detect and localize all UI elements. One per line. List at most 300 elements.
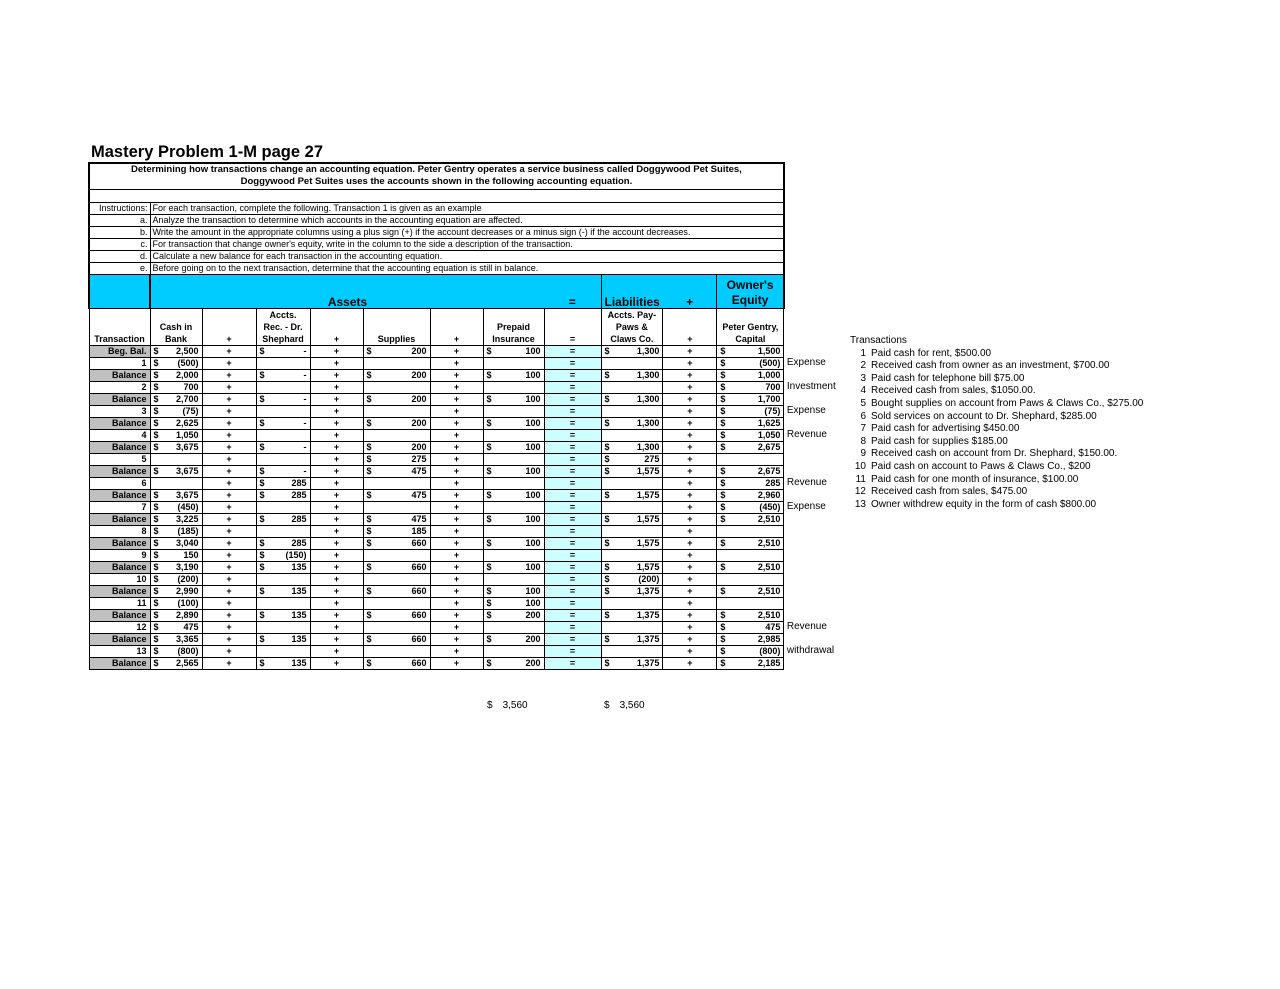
currency-symbol: $ — [259, 489, 265, 500]
equals-sign: = — [544, 537, 601, 549]
plus-sign: + — [310, 645, 363, 657]
capital-cell — [717, 405, 784, 417]
transaction-row — [89, 381, 784, 393]
currency-symbol: $ — [153, 621, 159, 632]
currency-value — [720, 502, 780, 513]
supplies-cell — [363, 621, 430, 633]
transaction-row — [89, 429, 784, 441]
currency-symbol: $ — [720, 477, 726, 488]
amount: 700 — [183, 381, 199, 392]
plus-sign: + — [202, 417, 256, 429]
currency-value — [367, 442, 427, 453]
accounts-receivable-cell — [256, 573, 310, 585]
row-label: 10 — [89, 573, 150, 585]
balance-row — [89, 393, 784, 405]
step-letter: c. — [89, 238, 150, 250]
currency-value — [720, 490, 780, 501]
currency-value — [720, 370, 780, 381]
transaction-text: Owner withdrew equity in the form of cash $800.00 — [871, 498, 1097, 510]
currency-value — [605, 490, 660, 501]
amount: 100 — [525, 441, 541, 452]
transaction-item — [850, 461, 1143, 474]
step-text: Calculate a new balance for each transaction in the accounting equation. — [150, 250, 784, 262]
plus-sign: + — [310, 525, 363, 537]
currency-symbol: $ — [720, 657, 726, 668]
currency-value — [154, 526, 199, 537]
equals-sign: = — [544, 405, 601, 417]
cash-cell — [150, 441, 202, 453]
equals-sign: = — [544, 429, 601, 441]
accounts-payable-cell — [601, 597, 663, 609]
plus-sign: + — [310, 393, 363, 405]
transactions-heading: Transactions — [850, 335, 907, 346]
plus-sign: + — [310, 369, 363, 381]
supplies-cell — [363, 513, 430, 525]
capital-cell — [717, 429, 784, 441]
currency-value — [154, 658, 199, 669]
accounts-payable-cell — [601, 381, 663, 393]
prepaid-insurance-cell — [483, 621, 544, 633]
currency-value — [720, 418, 780, 429]
spacer-cell — [89, 189, 784, 202]
row-label: 6 — [89, 477, 150, 489]
transaction-text: Bought supplies on account from Paws & Claws Co., $275.00 — [871, 397, 1144, 409]
plus-sign: + — [663, 489, 717, 501]
equals-sign: = — [544, 609, 601, 621]
amount: (100) — [177, 597, 199, 608]
col-cash-line-2: Bank — [164, 333, 187, 344]
currency-symbol: $ — [604, 441, 610, 452]
currency-symbol: $ — [366, 525, 372, 536]
currency-value — [367, 370, 427, 381]
currency-value — [154, 646, 199, 657]
amount: 1,000 — [757, 369, 781, 380]
description-line-1: Determining how transactions change an accounting equation. Peter Gentry operates a service business called Doggywood Pet Suites, — [131, 164, 742, 176]
transaction-number: 6 — [860, 410, 866, 422]
col-ar-line-3: Shephard — [262, 333, 304, 344]
transaction-text: Received cash on account from Dr. Shephard, $150.00. — [871, 448, 1118, 460]
cash-cell — [150, 429, 202, 441]
transaction-number: 9 — [860, 448, 866, 460]
plus-sign: + — [202, 465, 256, 477]
col-plus: + — [310, 308, 363, 345]
supplies-cell — [363, 381, 430, 393]
owners-equity-line-2: Equity — [731, 292, 769, 307]
plus-sign: + — [310, 597, 363, 609]
transaction-row — [89, 549, 784, 561]
plus-sign: + — [202, 621, 256, 633]
plus-sign: + — [430, 573, 483, 585]
plus-sign: + — [202, 393, 256, 405]
transaction-number: 10 — [854, 460, 866, 472]
currency-symbol: $ — [604, 633, 610, 644]
amount: 100 — [525, 345, 541, 356]
row-label: Balance — [89, 441, 150, 453]
row-label: 13 — [89, 645, 150, 657]
plus-sign: + — [430, 429, 483, 441]
row-label: Balance — [89, 465, 150, 477]
currency-value — [605, 394, 660, 405]
equals-sign: = — [544, 393, 601, 405]
prepaid-insurance-cell — [483, 573, 544, 585]
currency-value — [720, 406, 780, 417]
currency-symbol: $ — [604, 417, 610, 428]
plus-sign: + — [202, 429, 256, 441]
currency-value — [154, 406, 199, 417]
plus-sign: + — [430, 489, 483, 501]
currency-value — [605, 514, 660, 525]
currency-symbol: $ — [604, 561, 610, 572]
currency-value — [260, 562, 307, 573]
transaction-item — [850, 385, 1143, 398]
prepaid-insurance-cell — [483, 549, 544, 561]
plus-sign: + — [202, 501, 256, 513]
currency-symbol: $ — [486, 489, 492, 500]
amount: 660 — [411, 657, 427, 668]
plus-sign: + — [430, 537, 483, 549]
transaction-number: 4 — [860, 385, 866, 397]
equals-sign: = — [544, 561, 601, 573]
currency-value — [487, 370, 541, 381]
supplies-cell — [363, 657, 430, 669]
total-liabilities-equity — [604, 700, 645, 711]
col-ar-line-1: Accts. — [269, 309, 297, 320]
plus-sign: + — [430, 633, 483, 645]
accounts-payable-cell — [601, 357, 663, 369]
supplies-cell — [363, 585, 430, 597]
accounts-receivable-cell — [256, 633, 310, 645]
currency-value — [487, 442, 541, 453]
plus-sign: + — [663, 465, 717, 477]
balance-row — [89, 561, 784, 573]
capital-cell — [717, 357, 784, 369]
transaction-text: Sold services on account to Dr. Shephard, $285.00 — [871, 410, 1097, 422]
currency-symbol: $ — [486, 465, 492, 476]
supplies-cell — [363, 561, 430, 573]
amount: 150 — [183, 549, 199, 560]
liabilities-header: Liabilities — [601, 274, 663, 308]
currency-symbol: $ — [720, 561, 726, 572]
accounts-receivable-cell — [256, 585, 310, 597]
currency-value — [605, 634, 660, 645]
accounts-payable-cell — [601, 549, 663, 561]
transaction-row — [89, 621, 784, 633]
currency-symbol: $ — [153, 381, 159, 392]
capital-cell — [717, 345, 784, 357]
transaction-number: 8 — [860, 435, 866, 447]
equity-change-note: Expense — [786, 404, 826, 416]
row-label: 5 — [89, 453, 150, 465]
transaction-text: Paid cash for advertising $450.00 — [871, 423, 1020, 435]
plus-sign: + — [430, 621, 483, 633]
currency-symbol: $ — [604, 537, 610, 548]
equals-sign: = — [544, 477, 601, 489]
currency-value — [487, 514, 541, 525]
plus-sign: + — [202, 453, 256, 465]
amount: 3,365 — [175, 633, 199, 644]
plus-sign: + — [310, 381, 363, 393]
currency-value — [154, 634, 199, 645]
cash-cell — [150, 501, 202, 513]
plus-sign: + — [310, 621, 363, 633]
plus-sign: + — [430, 357, 483, 369]
amount: 100 — [525, 561, 541, 572]
currency-value — [367, 454, 427, 465]
plus-sign: + — [663, 537, 717, 549]
transaction-item — [850, 373, 1143, 386]
amount: 1,575 — [636, 465, 660, 476]
currency-value — [260, 466, 307, 477]
prepaid-insurance-cell — [483, 381, 544, 393]
row-label: Beg. Bal. — [89, 345, 150, 357]
currency-symbol: $ — [153, 357, 159, 368]
accounts-payable-cell — [601, 429, 663, 441]
currency-symbol: $ — [486, 345, 492, 356]
currency-symbol: $ — [720, 441, 726, 452]
currency-value — [260, 658, 307, 669]
amount: 2,700 — [175, 393, 199, 404]
plus-sign: + — [663, 633, 717, 645]
plus-sign: + — [663, 501, 717, 513]
currency-value — [605, 466, 660, 477]
supplies-cell — [363, 489, 430, 501]
currency-value — [154, 586, 199, 597]
transaction-number: 3 — [860, 372, 866, 384]
currency-symbol: $ — [259, 345, 265, 356]
plus-sign: + — [430, 417, 483, 429]
currency-value — [260, 478, 307, 489]
step-letter: a. — [89, 214, 150, 226]
row-label: Balance — [89, 657, 150, 669]
plus-sign: + — [663, 645, 717, 657]
transaction-row — [89, 405, 784, 417]
step-letter: e. — [89, 262, 150, 274]
amount: - — [303, 465, 307, 476]
col-accounts-payable — [601, 308, 663, 345]
currency-value — [720, 658, 780, 669]
currency-value — [720, 358, 780, 369]
prepaid-insurance-cell — [483, 417, 544, 429]
plus-sign: + — [430, 381, 483, 393]
col-plus: + — [430, 308, 483, 345]
prepaid-insurance-cell — [483, 657, 544, 669]
currency-symbol: $ — [720, 633, 726, 644]
col-ap-line-1: Accts. Pay- — [607, 309, 657, 320]
transaction-item — [850, 411, 1143, 424]
accounts-receivable-cell — [256, 417, 310, 429]
currency-value — [367, 418, 427, 429]
capital-cell — [717, 465, 784, 477]
accounts-payable-cell — [601, 489, 663, 501]
accounts-receivable-cell — [256, 525, 310, 537]
transaction-number: 2 — [860, 360, 866, 372]
amount: 2,510 — [757, 609, 781, 620]
plus-sign: + — [202, 345, 256, 357]
amount: 1,575 — [636, 561, 660, 572]
plus-sign: + — [310, 537, 363, 549]
accounts-payable-cell — [601, 405, 663, 417]
plus-sign: + — [310, 489, 363, 501]
supplies-cell — [363, 597, 430, 609]
currency-symbol: $ — [153, 597, 159, 608]
currency-symbol: $ — [153, 501, 159, 512]
cash-cell — [150, 609, 202, 621]
supplies-cell — [363, 501, 430, 513]
equity-change-note: Revenue — [786, 428, 827, 440]
band-blank — [89, 274, 150, 308]
currency-symbol: $ — [366, 453, 372, 464]
supplies-cell — [363, 537, 430, 549]
step-text: Write the amount in the appropriate columns using a plus sign (+) if the account decreases or a minus sign (-) if the account decreases. — [150, 226, 784, 238]
row-label: 7 — [89, 501, 150, 513]
amount: (800) — [759, 645, 781, 656]
cash-cell — [150, 525, 202, 537]
currency-value — [154, 430, 199, 441]
currency-value — [154, 598, 199, 609]
currency-symbol: $ — [366, 417, 372, 428]
capital-cell — [717, 561, 784, 573]
equity-change-note: withdrawal — [786, 644, 835, 656]
amount: 2,985 — [757, 633, 781, 644]
equals-sign: = — [544, 441, 601, 453]
currency-value — [154, 514, 199, 525]
currency-value — [720, 586, 780, 597]
plus-sign: + — [202, 645, 256, 657]
transaction-text: Paid cash for telephone bill $75.00 — [871, 372, 1025, 384]
currency-symbol: $ — [720, 585, 726, 596]
currency-value — [720, 442, 780, 453]
equity-change-note: Revenue — [786, 476, 827, 488]
currency-value — [367, 634, 427, 645]
equals-sign: = — [544, 525, 601, 537]
currency-symbol: $ — [259, 537, 265, 548]
amount: - — [303, 393, 307, 404]
plus-sign: + — [430, 657, 483, 669]
accounts-payable-cell — [601, 465, 663, 477]
currency-value — [260, 610, 307, 621]
capital-cell — [717, 657, 784, 669]
prepaid-insurance-cell — [483, 513, 544, 525]
currency-symbol: $ — [366, 537, 372, 548]
problem-description — [89, 163, 784, 189]
currency-value — [260, 514, 307, 525]
accounts-payable-cell — [601, 345, 663, 357]
currency-symbol: $ — [259, 609, 265, 620]
plus-sign: + — [202, 597, 256, 609]
transaction-item — [850, 360, 1143, 373]
currency-value — [154, 382, 199, 393]
accounts-receivable-cell — [256, 465, 310, 477]
transaction-number: 11 — [855, 473, 866, 485]
amount: (500) — [759, 357, 781, 368]
accounts-receivable-cell — [256, 597, 310, 609]
amount: 100 — [525, 597, 541, 608]
currency-value — [720, 430, 780, 441]
supplies-cell — [363, 645, 430, 657]
plus-sign: + — [430, 453, 483, 465]
accounts-receivable-cell — [256, 357, 310, 369]
plus-sign: + — [430, 645, 483, 657]
total-currency: $ — [487, 700, 493, 711]
currency-symbol: $ — [720, 537, 726, 548]
accounts-receivable-cell — [256, 537, 310, 549]
currency-symbol: $ — [153, 525, 159, 536]
row-label: 3 — [89, 405, 150, 417]
plus-sign: + — [663, 357, 717, 369]
plus-sign: + — [310, 441, 363, 453]
cash-cell — [150, 537, 202, 549]
currency-value — [367, 346, 427, 357]
equals-sign: = — [544, 585, 601, 597]
prepaid-insurance-cell — [483, 537, 544, 549]
amount: 2,510 — [757, 513, 781, 524]
transaction-number: 7 — [860, 423, 866, 435]
currency-value — [487, 658, 541, 669]
amount: 660 — [411, 561, 427, 572]
cash-cell — [150, 417, 202, 429]
cash-cell — [150, 357, 202, 369]
transaction-row — [89, 645, 784, 657]
currency-value — [154, 538, 199, 549]
plus-sign: + — [430, 597, 483, 609]
currency-symbol: $ — [153, 345, 159, 356]
amount: (185) — [177, 525, 199, 536]
currency-symbol: $ — [604, 489, 610, 500]
cash-cell — [150, 633, 202, 645]
col-supplies: Supplies — [363, 308, 430, 345]
plus-sign: + — [310, 417, 363, 429]
amount: 2,675 — [757, 465, 781, 476]
accounts-receivable-cell — [256, 405, 310, 417]
accounts-payable-cell — [601, 609, 663, 621]
amount: 100 — [525, 465, 541, 476]
currency-symbol: $ — [153, 369, 159, 380]
transaction-item — [850, 348, 1143, 361]
amount: 1,375 — [636, 633, 660, 644]
transaction-row — [89, 357, 784, 369]
currency-value — [260, 634, 307, 645]
currency-value — [154, 622, 199, 633]
plus-sign: + — [202, 489, 256, 501]
supplies-cell — [363, 609, 430, 621]
equals-sign: = — [544, 501, 601, 513]
transactions-list — [850, 335, 1143, 511]
balance-row — [89, 513, 784, 525]
plus-sign: + — [430, 501, 483, 513]
instructions-label: Instructions: — [89, 202, 150, 214]
currency-value — [260, 370, 307, 381]
owners-equity-line-1: Owner's — [726, 277, 774, 292]
capital-cell — [717, 477, 784, 489]
amount: (800) — [177, 645, 199, 656]
plus-sign: + — [663, 369, 717, 381]
equals-sign: = — [544, 633, 601, 645]
amount: 1,050 — [757, 429, 781, 440]
currency-symbol: $ — [486, 561, 492, 572]
balance-row — [89, 657, 784, 669]
plus-sign: + — [663, 441, 717, 453]
currency-value — [605, 418, 660, 429]
plus-sign: + — [310, 549, 363, 561]
currency-symbol: $ — [720, 465, 726, 476]
plus-sign: + — [202, 561, 256, 573]
amount: 475 — [411, 489, 427, 500]
row-label: Balance — [89, 369, 150, 381]
supplies-cell — [363, 405, 430, 417]
plus-sign: + — [663, 393, 717, 405]
amount: 285 — [765, 477, 781, 488]
currency-symbol: $ — [366, 657, 372, 668]
